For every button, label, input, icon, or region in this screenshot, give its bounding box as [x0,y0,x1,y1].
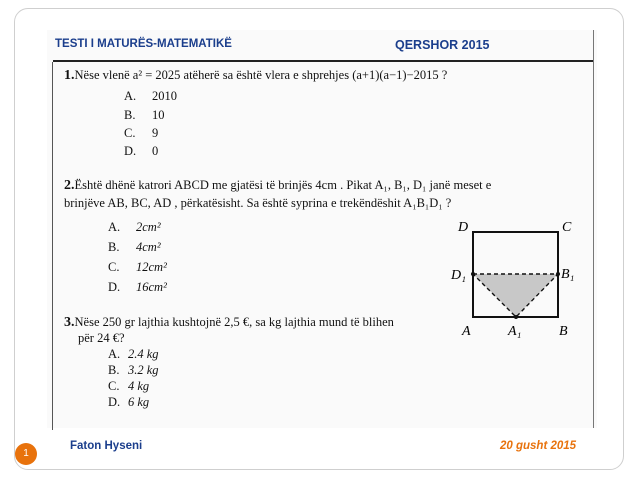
footer-author: Faton Hyseni [70,440,143,452]
question-2-option-d: D. 16cm² [108,280,167,294]
question-2-option-c: C. 12cm² [108,260,167,274]
page-border-right [593,30,594,428]
label-b1: B₁ [561,267,575,282]
square-geometry-figure [440,215,590,345]
question-2-text-1: Është dhënë katrori ABCD me gjatësi të brinjës 4cm . Pikat A₁, B₁, D₁ janë meset e [74,178,492,192]
test-title: TESTI I MATURËS-MATEMATIKË [55,38,232,50]
question-2-number: 2. [64,178,75,193]
label-b: B [559,324,568,339]
question-3-option-b: B. 3.2 kg [108,363,159,377]
label-d: D [458,220,469,235]
question-3-option-a: A. 2.4 kg [108,347,159,361]
label-a: A [462,324,471,339]
question-3-line-2: për 24 €? [78,331,125,345]
question-3-line-1 [64,315,394,330]
point-b1 [556,272,560,276]
point-a1 [514,315,518,319]
question-1 [64,68,447,83]
question-3-option-c: C. 4 kg [108,379,150,393]
question-1-option-d: D. 0 [124,144,159,158]
label-a1: A₁ [508,324,522,339]
question-2-option-a: A. 2cm² [108,220,161,234]
question-3-number: 3. [64,315,75,330]
test-session: QERSHOR 2015 [395,38,490,52]
slide-number-badge: 1 [15,443,37,465]
question-1-text: Nëse vlenë a² = 2025 atëherë sa është vlera e shprehjes (a+1)(a−1)−2015 ? [74,68,448,82]
header-divider [53,60,593,62]
question-3-option-d: D. 6 kg [108,395,150,409]
question-1-number: 1. [64,68,75,83]
point-d1 [471,272,475,276]
page-border-left [52,62,53,430]
question-1-option-b: B. 10 [124,108,165,122]
question-1-option-a: A. 2010 [124,89,177,103]
question-2-line-1 [64,178,491,193]
question-1-option-c: C. 9 [124,126,159,140]
label-d1: D₁ [451,268,466,283]
question-3-text-1: Nëse 250 gr lajthia kushtojnë 2,5 €, sa kg lajthia mund të blihen [74,315,394,329]
question-2-option-b: B. 4cm² [108,240,161,254]
footer-date: 20 gusht 2015 [500,440,577,452]
label-c: C [562,220,572,235]
shaded-triangle-a1b1d1 [473,274,558,317]
question-2-line-2: brinjëve AB, BC, AD , përkatësisht. Sa është syprina e trekëndëshit A₁B₁D₁ ? [64,196,452,210]
